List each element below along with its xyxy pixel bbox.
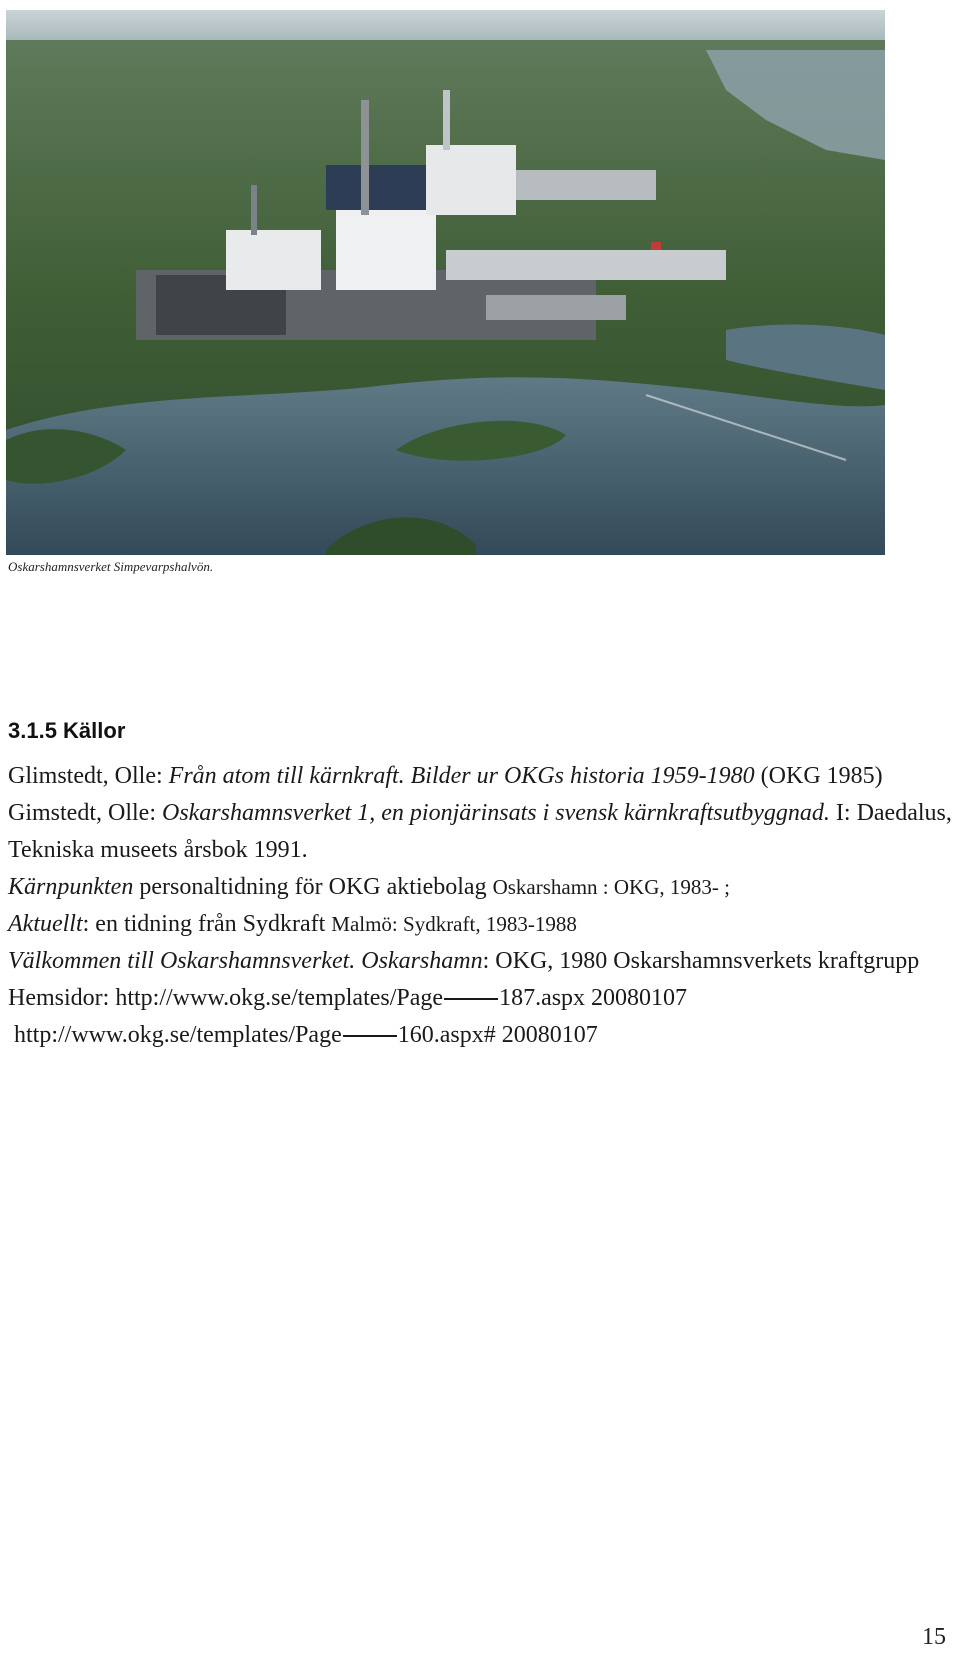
- section-heading: 3.1.5 Källor: [8, 718, 126, 743]
- reference-title: Aktuellt: [8, 911, 83, 937]
- aerial-photo-illustration: [6, 10, 885, 555]
- photo-caption: Oskarshamnsverket Simpevarpshalvön.: [8, 559, 214, 574]
- reference-author: Gimstedt, Olle:: [8, 800, 162, 826]
- web-link[interactable]: http://www.okg.se/templates/Page: [115, 985, 444, 1011]
- reference-title: Välkommen till Oskarshamnsverket. Oskarshamn: [8, 948, 483, 974]
- power-plant-aerial-photo: [6, 10, 885, 555]
- web-reference: [8, 980, 958, 1017]
- web-link-end: 187.aspx 20080107: [499, 985, 688, 1011]
- reference-title: Kärnpunkten: [8, 874, 134, 900]
- web-link-end: 160.aspx# 20080107: [397, 1022, 598, 1048]
- reference-item: [8, 943, 958, 980]
- reference-item: [8, 795, 958, 869]
- reference-item: [8, 869, 958, 906]
- reference-item: [8, 906, 958, 943]
- reference-list: [8, 758, 958, 1054]
- reference-publisher: Oskarshamn : OKG, 1983- ;: [492, 875, 730, 899]
- reference-item: [8, 758, 958, 795]
- web-label: Hemsidor:: [8, 985, 116, 1011]
- reference-title: Från atom till kärnkraft. Bilder ur OKGs historia 1959-1980: [168, 763, 755, 789]
- reference-description: personaltidning för OKG aktiebolag: [133, 874, 493, 900]
- reference-description: : en tidning från Sydkraft: [82, 911, 332, 937]
- web-link[interactable]: http://www.okg.se/templates/Page: [14, 1022, 342, 1048]
- reference-publisher: (OKG 1985): [754, 763, 883, 789]
- reference-title: Oskarshamnsverket 1, en pionjärinsats i svensk kärnkraftsutbyggnad.: [161, 800, 830, 826]
- reference-author: Glimstedt, Olle:: [8, 763, 169, 789]
- underscore-gap: [343, 1035, 397, 1037]
- web-reference: [8, 1017, 958, 1054]
- reference-publisher: Malmö: Sydkraft, 1983-1988: [331, 912, 577, 936]
- reference-publisher: I: Daedalus, Tekniska museets årsbok 1991.: [8, 800, 952, 863]
- page-number: 15: [922, 1624, 946, 1650]
- reference-publisher: : OKG, 1980 Oskarshamnsverkets kraftgrupp: [482, 948, 920, 974]
- underscore-gap: [444, 998, 498, 1000]
